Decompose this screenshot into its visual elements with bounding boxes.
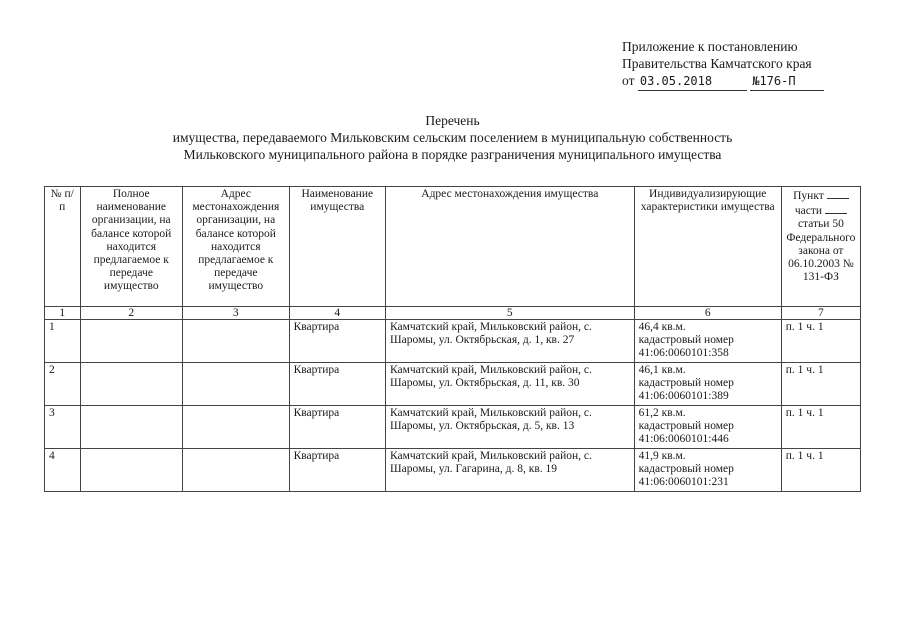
header-organization-address: Адрес местонахождения организации, на балансе которой находится предлагаемое к передаче имущество [183, 187, 290, 307]
row-law-clause: п. 1 ч. 1 [781, 449, 860, 492]
column-numbers-row [45, 307, 861, 320]
table-row [45, 406, 861, 449]
table-header-row [45, 187, 861, 307]
approval-block [622, 38, 862, 91]
header-property-address: Адрес местонахождения имущества [385, 187, 634, 307]
row-law-clause: п. 1 ч. 1 [781, 363, 860, 406]
row-property-name: Квартира [289, 449, 385, 492]
row-cadastral-label: кадастровый номер [638, 420, 734, 433]
title-line-1: Перечень [425, 113, 480, 128]
header-characteristics: Индивидуализирующие характеристики имущества [634, 187, 781, 307]
row-organization [80, 449, 183, 492]
table-row [45, 320, 861, 363]
column-number: 1 [45, 307, 81, 320]
row-number: 4 [45, 449, 81, 492]
row-cadastral-label: кадастровый номер [638, 377, 734, 390]
column-number: 6 [634, 307, 781, 320]
row-organization-address [183, 406, 290, 449]
row-characteristics [634, 406, 781, 449]
row-property-name: Квартира [289, 406, 385, 449]
header-property-name: Наименование имущества [289, 187, 385, 307]
column-number: 4 [289, 307, 385, 320]
property-table [44, 186, 861, 492]
header-number: № п/п [45, 187, 81, 307]
row-cadastral-number: 41:06:0060101:389 [638, 390, 729, 403]
row-characteristics [634, 449, 781, 492]
header-clause-part3: статьи 50 Федерального закона от 06.10.2003 № 131-ФЗ [786, 218, 856, 284]
header-clause-part2: части [794, 205, 823, 218]
approval-from-label: от [622, 73, 635, 88]
title-line-2: имущества, передаваемого Мильковским сельским поселением в муниципальную собственность [172, 130, 733, 145]
row-organization [80, 320, 183, 363]
column-number: 2 [80, 307, 183, 320]
clause-blank-1 [827, 188, 849, 199]
row-organization-address [183, 320, 290, 363]
row-organization [80, 363, 183, 406]
row-characteristics [634, 320, 781, 363]
row-organization-address [183, 449, 290, 492]
title-line-3: Мильковского муниципального района в порядке разграничения муниципального имущества [183, 147, 722, 162]
approval-date: 03.05.2018 [638, 73, 747, 91]
row-area: 46,4 кв.м. [638, 321, 686, 333]
table-row [45, 363, 861, 406]
approval-date-line [622, 72, 862, 91]
approval-number: №176-П [750, 73, 824, 91]
row-law-clause: п. 1 ч. 1 [781, 406, 860, 449]
row-organization-address [183, 363, 290, 406]
row-cadastral-label: кадастровый номер [638, 463, 734, 476]
row-property-address: Камчатский край, Мильковский район, с. Шаромы, ул. Октябрьская, д. 11, кв. 30 [385, 363, 634, 406]
column-number: 5 [385, 307, 634, 320]
row-property-name: Квартира [289, 363, 385, 406]
approval-line-2: Правительства Камчатского края [622, 56, 812, 71]
row-area: 61,2 кв.м. [638, 407, 686, 419]
header-clause-part1: Пункт [793, 190, 824, 202]
row-number: 3 [45, 406, 81, 449]
approval-line-1: Приложение к постановлению [622, 39, 798, 54]
row-area: 41,9 кв.м. [638, 450, 686, 462]
row-area: 46,1 кв.м. [638, 364, 686, 376]
row-cadastral-label: кадастровый номер [638, 334, 734, 347]
column-number: 3 [183, 307, 290, 320]
document-title [40, 112, 865, 163]
row-organization [80, 406, 183, 449]
row-number: 2 [45, 363, 81, 406]
row-law-clause: п. 1 ч. 1 [781, 320, 860, 363]
row-property-address: Камчатский край, Мильковский район, с. Шаромы, ул. Октябрьская, д. 1, кв. 27 [385, 320, 634, 363]
table-row [45, 449, 861, 492]
row-cadastral-number: 41:06:0060101:358 [638, 347, 729, 360]
row-property-address: Камчатский край, Мильковский район, с. Шаромы, ул. Гагарина, д. 8, кв. 19 [385, 449, 634, 492]
row-characteristics [634, 363, 781, 406]
row-property-address: Камчатский край, Мильковский район, с. Шаромы, ул. Октябрьская, д. 5, кв. 13 [385, 406, 634, 449]
row-property-name: Квартира [289, 320, 385, 363]
header-organization: Полное наименование организации, на балансе которой находится предлагаемое к передаче имущество [80, 187, 183, 307]
clause-blank-2 [825, 203, 847, 214]
header-law-clause [781, 187, 860, 307]
column-number: 7 [781, 307, 860, 320]
row-number: 1 [45, 320, 81, 363]
row-cadastral-number: 41:06:0060101:231 [638, 476, 729, 489]
row-cadastral-number: 41:06:0060101:446 [638, 433, 729, 446]
